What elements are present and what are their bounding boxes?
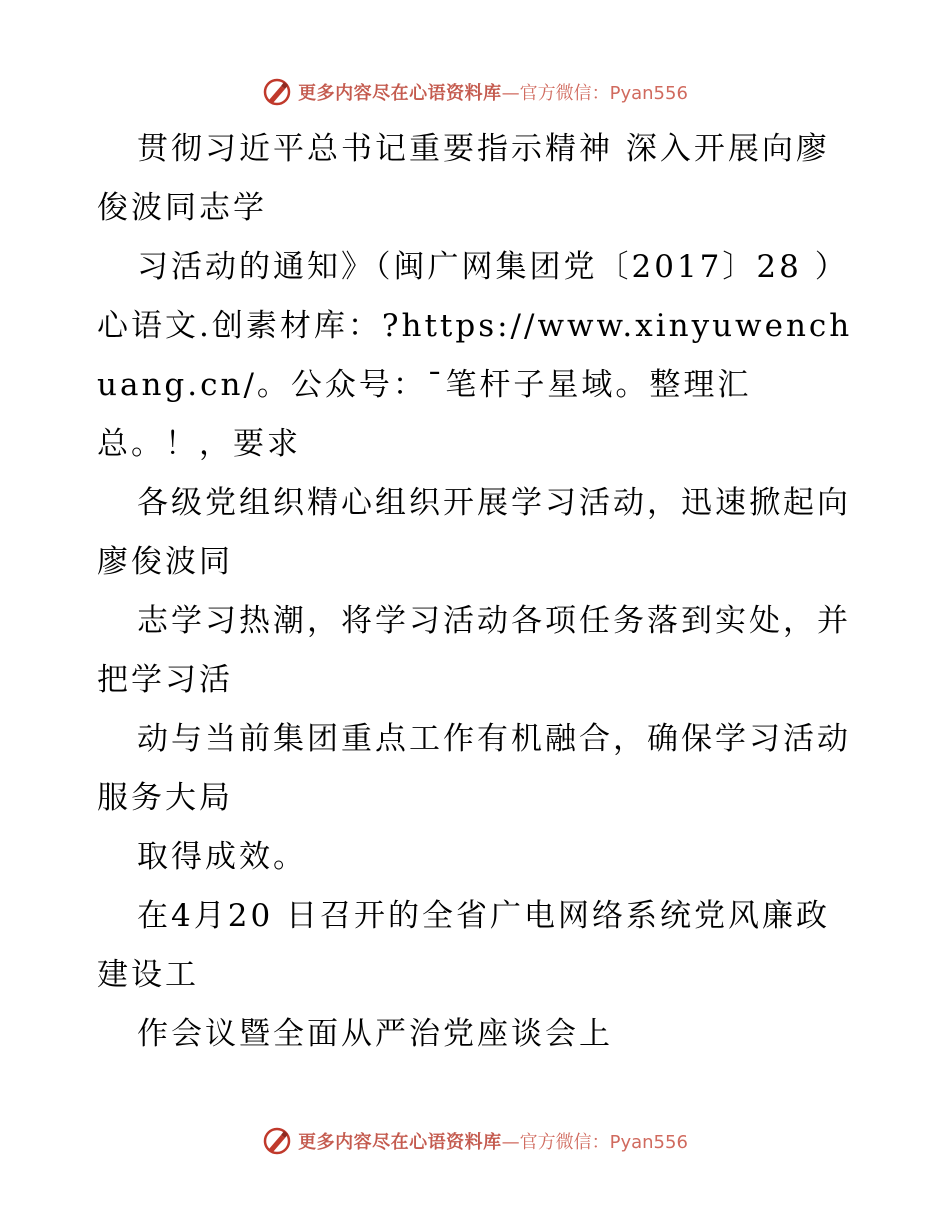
paragraph: 贯彻习近平总书记重要指示精神 深入开展向廖俊波同志学 (97, 131, 830, 226)
paragraph: 习活动的通知》（闽广网集团党〔2017〕28 ）心语文.创素材库：?https://www.xinyuwenchuang.cn/。公众号：¯笔杆子星域。整理汇总。！，要求 (97, 249, 853, 462)
banner-wechat: —官方微信：Pyan556 (501, 1132, 688, 1153)
paragraph: 志学习热潮，将学习活动各项任务落到实处，并把学习活 (97, 603, 851, 698)
paragraph: 作会议暨全面从严治党座谈会上 (137, 1016, 613, 1052)
header-banner (0, 72, 950, 112)
pen-logo-icon (262, 77, 292, 107)
paragraph: 各级党组织精心组织开展学习活动，迅速掀起向廖俊波同 (97, 485, 851, 580)
paragraph: 在4月20 日召开的全省广电网络系统党风廉政建设工 (97, 898, 831, 993)
banner-brand: 更多内容尽在心语资料库 (298, 1132, 502, 1153)
banner-brand: 更多内容尽在心语资料库 (298, 83, 502, 104)
document-body (97, 120, 853, 1064)
footer-banner (0, 1121, 950, 1161)
pen-logo-icon (262, 1126, 292, 1156)
paragraph: 取得成效。 (137, 839, 307, 875)
banner-wechat: —官方微信：Pyan556 (501, 83, 688, 104)
paragraph: 动与当前集团重点工作有机融合，确保学习活动服务大局 (97, 721, 851, 816)
